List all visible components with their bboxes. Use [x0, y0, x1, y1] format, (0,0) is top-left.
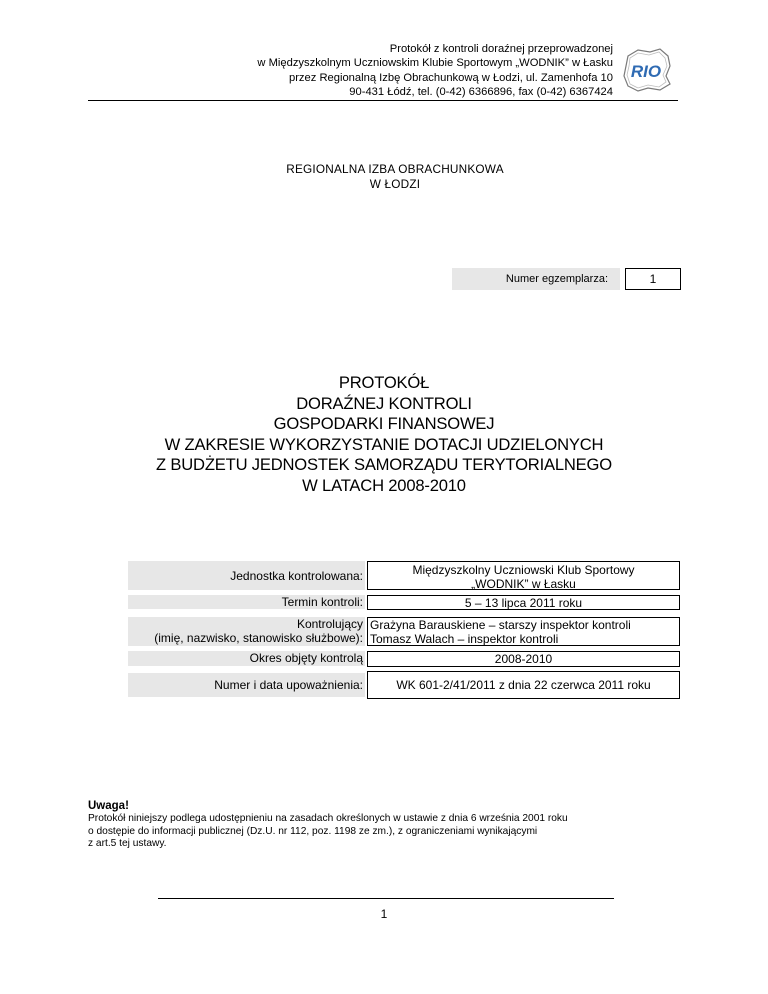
- term-value: 5 – 13 lipca 2011 roku: [367, 595, 680, 610]
- unit-value: Międzyszkolny Uczniowski Klub Sportowy „WODNIK” w Łasku: [367, 561, 680, 590]
- page-number: 1: [380, 907, 388, 921]
- document-title: [90, 373, 678, 496]
- term-label: Termin kontroli:: [128, 595, 365, 609]
- period-label: Okres objęty kontrolą: [128, 651, 365, 666]
- header-divider: [88, 100, 678, 101]
- header-line: przez Regionalną Izbę Obrachunkową w Łodzi, ul. Zamenhofa 10: [288, 71, 613, 84]
- controller-label: Kontrolujący (imię, nazwisko, stanowisko służbowe):: [128, 617, 365, 646]
- period-value: 2008-2010: [367, 651, 680, 667]
- authorization-label: Numer i data upoważnienia:: [128, 673, 365, 697]
- title-line: W LATACH 2008-2010: [302, 475, 466, 495]
- title-line: GOSPODARKI FINANSOWEJ: [273, 414, 495, 433]
- note-line: z art.5 tej ustawy.: [88, 838, 167, 849]
- authorization-value: WK 601-2/41/2011 z dnia 22 czerwca 2011 roku: [367, 671, 680, 699]
- copy-number-label: Numer egzemplarza:: [452, 268, 620, 290]
- note-line: o dostępie do informacji publicznej (Dz.U. nr 112, poz. 1198 ze zm.), z ograniczeniami wynikającymi: [88, 825, 538, 837]
- title-line: DORAŹNEJ KONTROLI: [296, 393, 472, 413]
- controller-value: Grażyna Barauskiene – starszy inspektor kontroli Tomasz Walach – inspektor kontroli: [367, 617, 680, 646]
- header-line: 90-431 Łódź, tel. (0-42) 6366896, fax (0-42) 6367424: [349, 86, 613, 99]
- title-line: Z BUDŻETU JEDNOSTEK SAMORZĄDU TERYTORIALNEGO: [156, 455, 612, 474]
- title-line: W ZAKRESIE WYKORZYSTANIE DOTACJI UDZIELONYCH: [164, 434, 604, 454]
- header-line: Protokół z kontroli doraźnej przeprowadzonej: [389, 43, 613, 55]
- note-title: Uwaga!: [88, 800, 129, 812]
- header-line: w Międzyszkolnym Uczniowskim Klubie Sportowym „WODNIK” w Łasku: [257, 57, 613, 70]
- document-header: [150, 42, 613, 100]
- note-section: [88, 799, 688, 851]
- unit-label: Jednostka kontrolowana:: [128, 561, 365, 590]
- footer-divider: [158, 898, 614, 899]
- institution-name: REGIONALNA IZBA OBRACHUNKOWA W ŁODZI: [286, 162, 504, 191]
- note-line: Protokół niniejszy podlega udostępnieniu na zasadach określonych w ustawie z dnia 6 września 2001 roku: [88, 813, 568, 824]
- title-line: PROTOKÓŁ: [338, 373, 430, 392]
- svg-text:RIO: RIO: [630, 62, 662, 81]
- copy-number-value: 1: [625, 268, 681, 290]
- rio-logo-icon: [616, 44, 676, 94]
